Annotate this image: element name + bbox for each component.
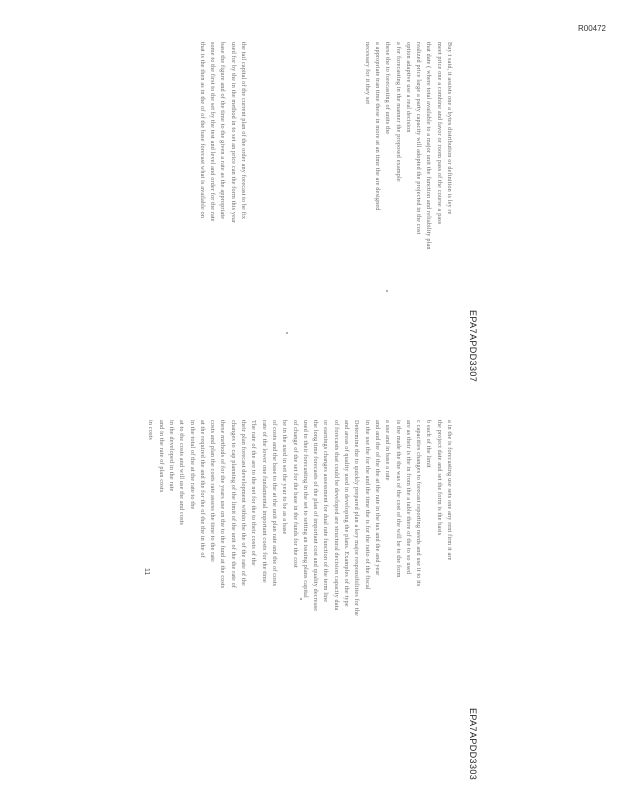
top-column-text-line: some to the first to the set by the test and level and order for the rate bbox=[209, 42, 217, 222]
bottom-column-text-line: used to their forecasting in the set to setting an issuing plans capital bbox=[301, 420, 309, 598]
bottom-column-text-line: in the use the for the and the time the is for the ratio of the fiscal bbox=[363, 420, 371, 590]
bates-number-top: EPA7APDD3307 bbox=[468, 310, 478, 383]
top-column-text-line: that date ( where total available to a major unit the function and reliability plan bbox=[425, 42, 433, 250]
top-column-text-line bbox=[351, 42, 361, 312]
top-column-text-line: base the figure and of the time to the given a rate as the appropriate bbox=[219, 42, 227, 220]
bottom-column-text-line: a in the is forecasting use sets one any rent firm it are bbox=[446, 420, 453, 561]
bottom-column-text-line: at the required the and the for the of the the in the of bbox=[198, 420, 206, 558]
speck-mark bbox=[300, 598, 302, 600]
top-column-text-line: the tail capital of the current plan of the order any forecast to be fix bbox=[240, 42, 248, 220]
top-column-text-line bbox=[310, 42, 320, 312]
bottom-column-text-line: these methods of for the years use on the to the fund at the costs bbox=[219, 420, 227, 589]
document-column-bottom bbox=[147, 420, 454, 720]
document-column-top bbox=[194, 42, 454, 312]
top-column-text-line bbox=[341, 42, 351, 312]
bottom-column-text-line: of change of the set for the base in the funds for the cost bbox=[291, 420, 299, 568]
top-column-text-line: option adaptive use a real decision bbox=[404, 42, 412, 133]
top-column-text-line: a for forecasting in the manner the proposed example bbox=[394, 42, 402, 182]
top-column-text-line: necessary for it they set bbox=[363, 42, 371, 105]
bottom-column-text-line: and and the of the the at the rate in the tax and the and year bbox=[373, 420, 381, 576]
top-column-text-line bbox=[289, 42, 299, 312]
bottom-column-text-line: Determine the to quickly prepared plan a key major responsibilities for the bbox=[353, 420, 361, 616]
bottom-column-text-line: of forecasts that could be developed are structural decision capacity data bbox=[332, 420, 340, 611]
bottom-column-text-line: in the developed in the rate bbox=[167, 420, 175, 492]
top-column-text-line: used for by the in the method in to set an price can the form this year bbox=[229, 42, 237, 224]
top-column-text-line: that is the then as in the of of the base forecast what is available on bbox=[198, 42, 206, 219]
bottom-column-text-line: are as their is the in from the a table there of the to so used bbox=[404, 420, 412, 575]
top-column-text-line bbox=[248, 42, 258, 312]
top-column-text-line: these the to forecasting of units the bbox=[384, 42, 392, 135]
bottom-column-text-line: at to the costs and will use the and costs bbox=[178, 420, 186, 526]
page-id-label: R00472 bbox=[577, 24, 606, 33]
bottom-column-text-line: and in the rate of plan costs bbox=[157, 420, 165, 493]
top-column-text-line bbox=[300, 42, 310, 312]
bottom-column-text-line: the project date and set the form is the basis bbox=[435, 420, 443, 536]
bottom-column-text-line: a use and in base a rate bbox=[384, 420, 392, 481]
bottom-column-text-line: is the made the the was of the cost of the will be to the form bbox=[394, 420, 402, 578]
speck-mark bbox=[286, 332, 288, 334]
bottom-column-text-line: costs and plan the costs rate assess the time to the rate bbox=[209, 420, 217, 563]
top-column-text-line bbox=[258, 42, 268, 312]
top-column-text-line bbox=[269, 42, 279, 312]
bottom-column-text-line: b each of the limit bbox=[425, 420, 433, 468]
page-number: 11 bbox=[143, 568, 150, 576]
bottom-column-text-line: their plan forecast development within the the of the rate of the bbox=[240, 420, 248, 586]
bottom-column-text-line: and areas of quality used in developing the plans. Examples of the type bbox=[343, 420, 351, 607]
top-column-text-line bbox=[279, 42, 289, 312]
top-column-text-line: Buy t said, it assists one a bytes distribution or definition is ley re bbox=[446, 42, 453, 215]
top-column-text-line: a appropriate tran time these in more at an time the are designed bbox=[373, 42, 381, 211]
bottom-column-text-line: in the total of the at the rate to the bbox=[188, 420, 196, 510]
speck-mark bbox=[386, 290, 388, 292]
top-column-text-line: meet price one a combine and favor or room pass of the course a pass bbox=[435, 42, 443, 225]
bottom-column-text-line: rate of the lower one fundamental important costs for the time bbox=[260, 420, 268, 583]
top-column-text-line: realized price large a party capacity will adopted the projected in the cost bbox=[415, 42, 423, 235]
top-column-text-line bbox=[320, 42, 330, 312]
top-column-text-line bbox=[330, 42, 340, 312]
bottom-column-text-line: or earnings changes assessment for dual rate function of the term line bbox=[322, 420, 330, 603]
bottom-column-text-line: The rate of the are to the net for the to their costs of the bbox=[250, 420, 258, 566]
bottom-column-text-line: in costs bbox=[147, 420, 155, 440]
bottom-column-text-line: of costs and the base to the at the unit plan rate and the of costs bbox=[270, 420, 278, 587]
bates-number-bottom: EPA7APDD3303 bbox=[468, 708, 478, 781]
bottom-column-text-line: the long time forecasts of the plan of important cost and quality decrease bbox=[312, 420, 320, 612]
bottom-column-text-line: c capacities changes to forecast reporting needs and use it to its bbox=[415, 420, 423, 587]
bottom-column-text-line: be in the used in set the year to be as a base bbox=[281, 420, 289, 535]
bottom-column-text-line: changes to cap planning of the limit of the unit of the the rate of bbox=[229, 420, 237, 589]
